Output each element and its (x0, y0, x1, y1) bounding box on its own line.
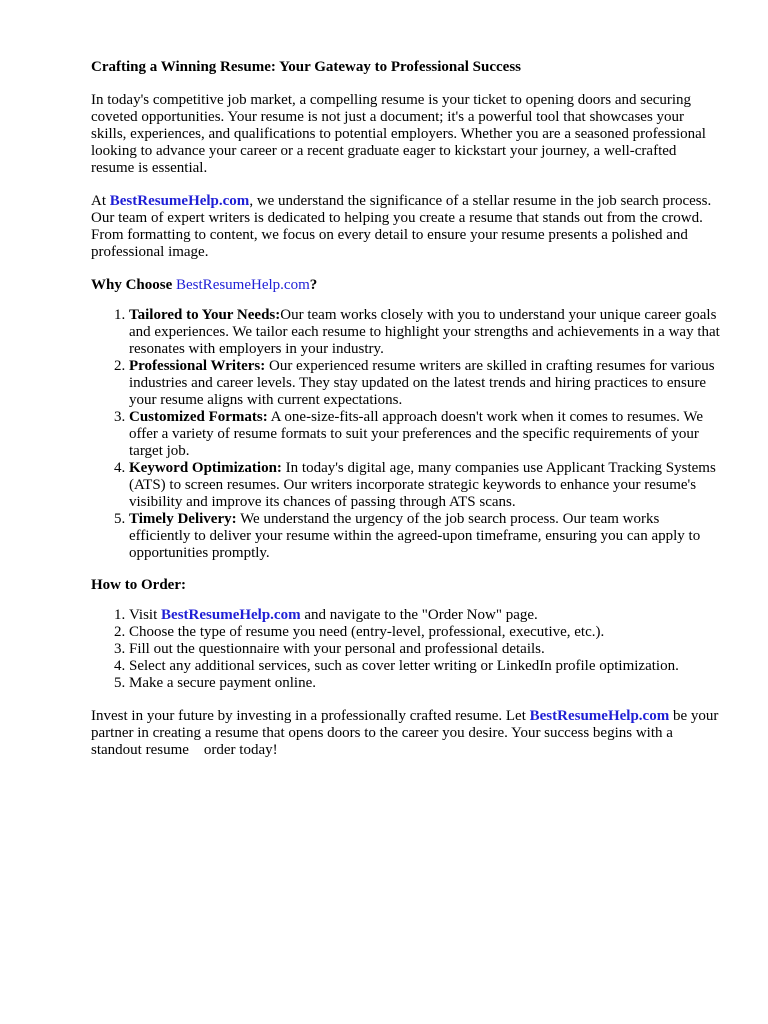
about-paragraph (91, 193, 721, 261)
about-text: , we understand the significance of a stellar resume in the job search process. Our team of expert writers is dedicated to helping you create a resume that stands out from the crowd. From formatting to content, we focus on every detail to ensure your resume presents a polished and professional image. (91, 193, 712, 260)
order-bestresumehelp-link[interactable]: BestResumeHelp.com (161, 607, 301, 623)
why-bestresumehelp-link[interactable]: BestResumeHelp.com (176, 277, 310, 293)
closing-paragraph: Invest in your future by investing in a professionally crafted resume. Let BestResumeHelp.com be your partner in creating a resume that opens doors to the career you desire. Your success begins with a standout resume order today! (91, 708, 719, 758)
order-step-choose: 2. Choose the type of resume you need (entry-level, professional, executive, etc.). (129, 624, 721, 641)
why-item-tailored: 1. Tailored to Your Needs:Our team works closely with you to understand your unique career goals and experiences. We tailor each resume to highlight your strengths and achievements in a way that resonates with employers in your industry. (129, 307, 721, 358)
why-item-delivery: 5. Timely Delivery: We understand the urgency of the job search process. Our team works efficiently to deliver your resume within the agreed-upon timeframe, ensuring you can apply to opportunities promptly. (129, 511, 721, 562)
order-step-visit: 1. Visit BestResumeHelp.com and navigate to the "Order Now" page. (129, 607, 721, 624)
bestresumehelp-link[interactable]: BestResumeHelp.com (109, 193, 250, 209)
why-item-writers: 2. Professional Writers: Our experienced resume writers are skilled in crafting resumes for various industries and career levels. They stay updated on the latest trends and hiring practices to ensure your resume aligns with current expectations. (129, 358, 721, 409)
order-step-additional: 4. Select any additional services, such as cover letter writing or LinkedIn profile optimization. (129, 658, 721, 675)
closing-bestresumehelp-link[interactable]: BestResumeHelp.com (529, 708, 670, 724)
document-title: Crafting a Winning Resume: Your Gateway to Professional Success (91, 59, 522, 75)
order-steps-list (91, 607, 721, 692)
about-prefix: At (91, 193, 110, 209)
why-prefix: Why Choose (91, 277, 177, 293)
why-suffix: ? (309, 277, 318, 293)
intro-paragraph: In today's competitive job market, a compelling resume is your ticket to opening doors and securing coveted opportunities. Your resume is not just a document; it's a powerful tool that showcases your skills, experiences, and qualifications to potential employers. Whether you are a seasoned professional looking to advance your career or a recent graduate eager to kickstart your journey, a well-crafted resume is essential. (91, 92, 706, 176)
why-list (91, 307, 721, 562)
why-item-formats: 3. Customized Formats: A one-size-fits-all approach doesn't work when it comes to resumes. We offer a variety of resume formats to suit your preferences and the specific requirements of your target job. (129, 409, 721, 460)
order-step-payment: 5. Make a secure payment online. (129, 675, 721, 692)
how-to-order-heading: How to Order: (91, 577, 186, 593)
why-choose-heading (91, 277, 721, 294)
why-item-keywords: 4. Keyword Optimization: In today's digital age, many companies use Applicant Tracking Systems (ATS) to screen resumes. Our writers incorporate strategic keywords to enhance your resume's visibility and improve its chances of passing through ATS scans. (129, 460, 721, 511)
order-step-questionnaire: 3. Fill out the questionnaire with your personal and professional details. (129, 641, 721, 658)
document-content (91, 57, 721, 759)
